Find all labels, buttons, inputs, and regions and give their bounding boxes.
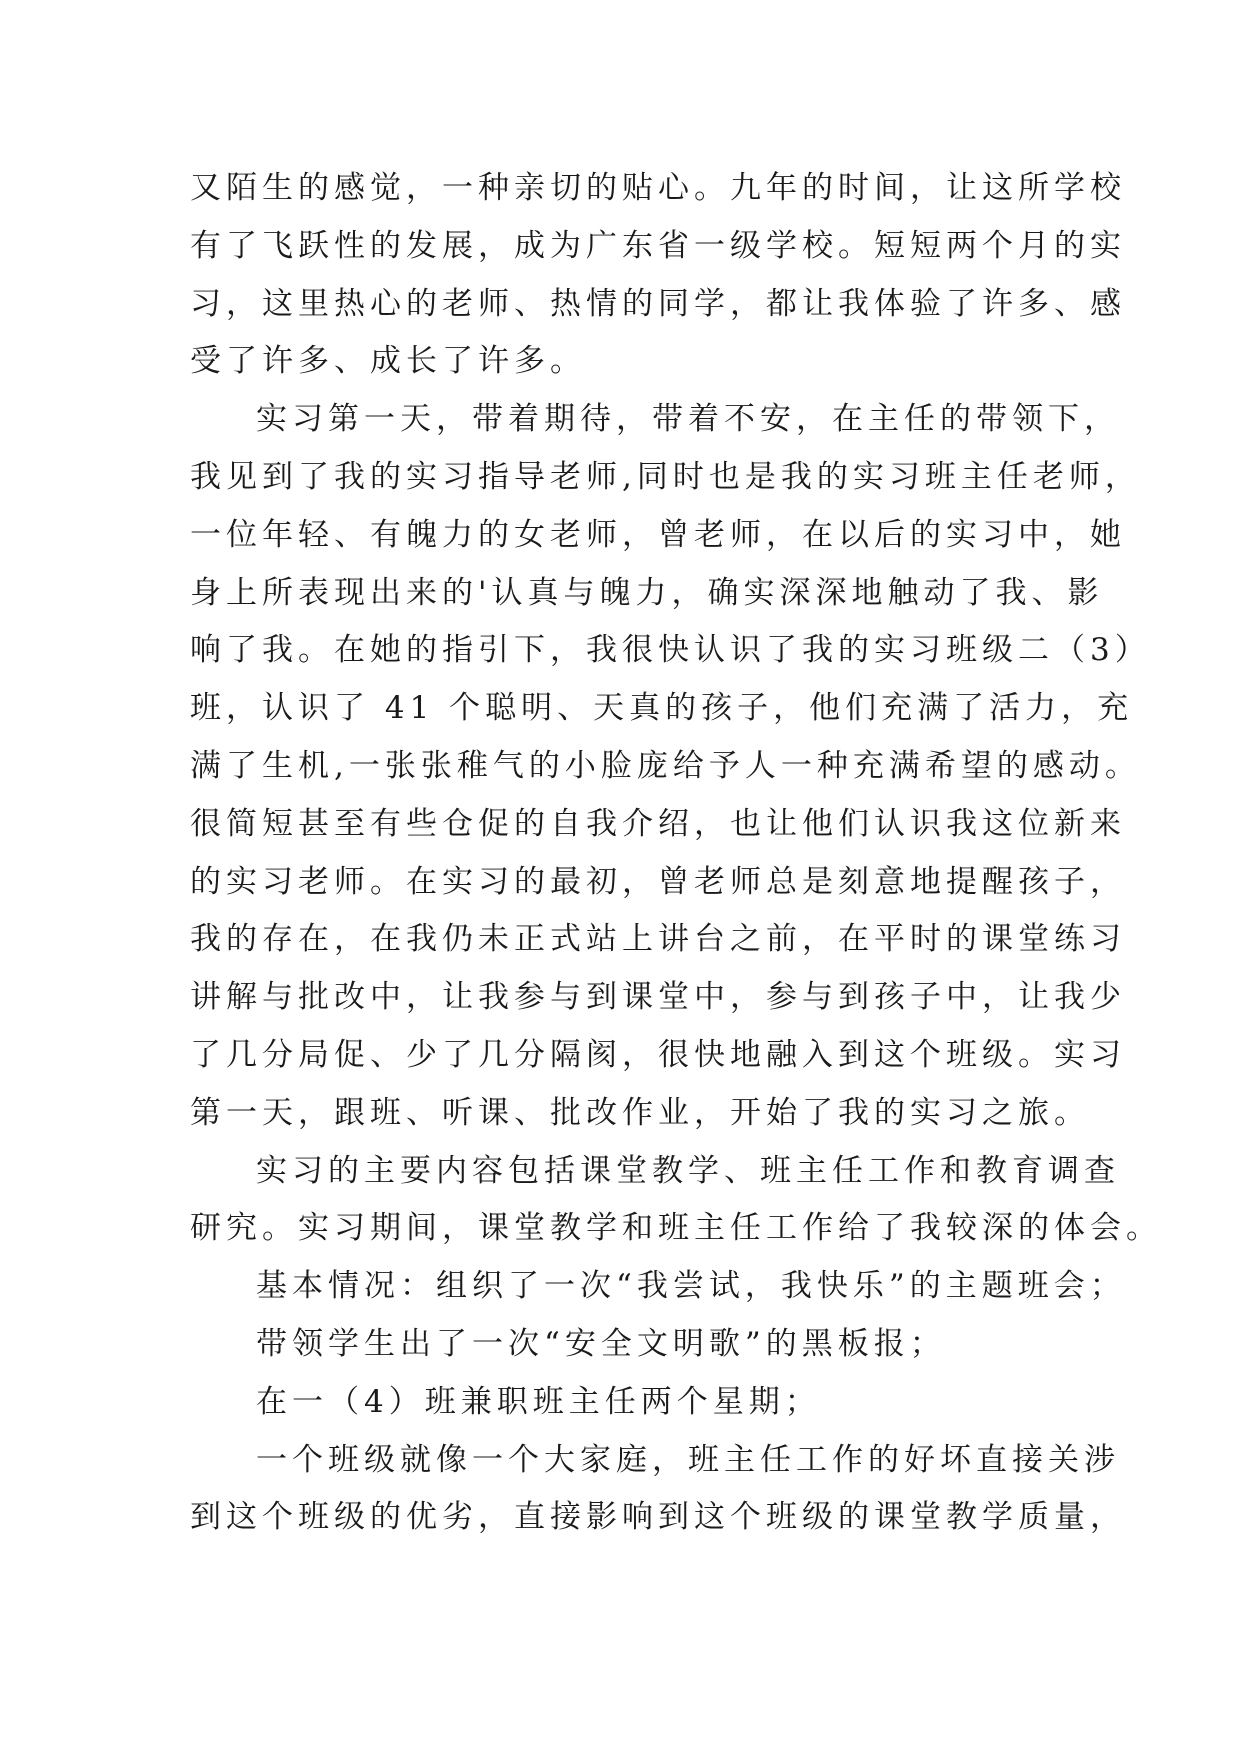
text-line: 了几分局促、少了几分隔阂，很快地融入到这个班级。实习: [190, 1036, 1126, 1073]
text-line: 讲解与批改中，让我参与到课堂中，参与到孩子中，让我少: [190, 979, 1126, 1016]
text-line: 受了许多、成长了许多。: [190, 343, 586, 380]
text-line: 我见到了我的实习指导老师,同时也是我的实习班主任老师，: [190, 458, 1141, 495]
text-line: 第一天，跟班、听课、批改作业，开始了我的实习之旅。: [190, 1094, 1090, 1131]
text-line: 在一（4）班兼职班主任两个星期；: [256, 1383, 821, 1420]
text-line: 又陌生的感觉，一种亲切的贴心。九年的时间，让这所学校: [190, 170, 1126, 206]
text-line: 基本情况：组织了一次“我尝试，我快乐”的主题班会；: [256, 1268, 1126, 1305]
text-line: 我的存在，在我仍未正式站上讲台之前，在平时的课堂练习: [190, 921, 1126, 958]
text-line: 实习第一天，带着期待，带着不安，在主任的带领下，: [256, 401, 1120, 438]
text-line: 满了生机,一张张稚气的小脸庞给予人一种充满希望的感动。: [190, 747, 1141, 784]
text-line: 响了我。在她的指引下，我很快认识了我的实习班级二（3）: [190, 632, 1151, 669]
text-line: 很简短甚至有些仓促的自我介绍，也让他们认识我这位新来: [190, 805, 1126, 842]
text-line: 一位年轻、有魄力的女老师，曾老师，在以后的实习中，她: [190, 516, 1126, 553]
text-line: 习，这里热心的老师、热情的同学，都让我体验了许多、感: [190, 285, 1126, 322]
text-line: 带领学生出了一次“安全文明歌”的黑板报；: [256, 1325, 946, 1362]
text-line: 的实习老师。在实习的最初，曾老师总是刻意地提醒孩子，: [190, 863, 1126, 900]
document-body-text: [190, 160, 1162, 1547]
text-line: 身上所表现出来的'认真与魄力，确实深深地触动了我、影: [190, 574, 1104, 611]
text-line: 实习的主要内容包括课堂教学、班主任工作和教育调查: [256, 1152, 1120, 1189]
text-line: 一个班级就像一个大家庭，班主任工作的好坏直接关涉: [256, 1441, 1120, 1478]
text-line: 班，认识了 41 个聪明、天真的孩子，他们充满了活力，充: [190, 690, 1134, 727]
text-line: 研究。实习期间，课堂教学和班主任工作给了我较深的体会。: [190, 1210, 1162, 1247]
text-line: 到这个班级的优劣，直接影响到这个班级的课堂教学质量，: [190, 1499, 1126, 1536]
text-line: 有了飞跃性的发展，成为广东省一级学校。短短两个月的实: [190, 227, 1126, 264]
